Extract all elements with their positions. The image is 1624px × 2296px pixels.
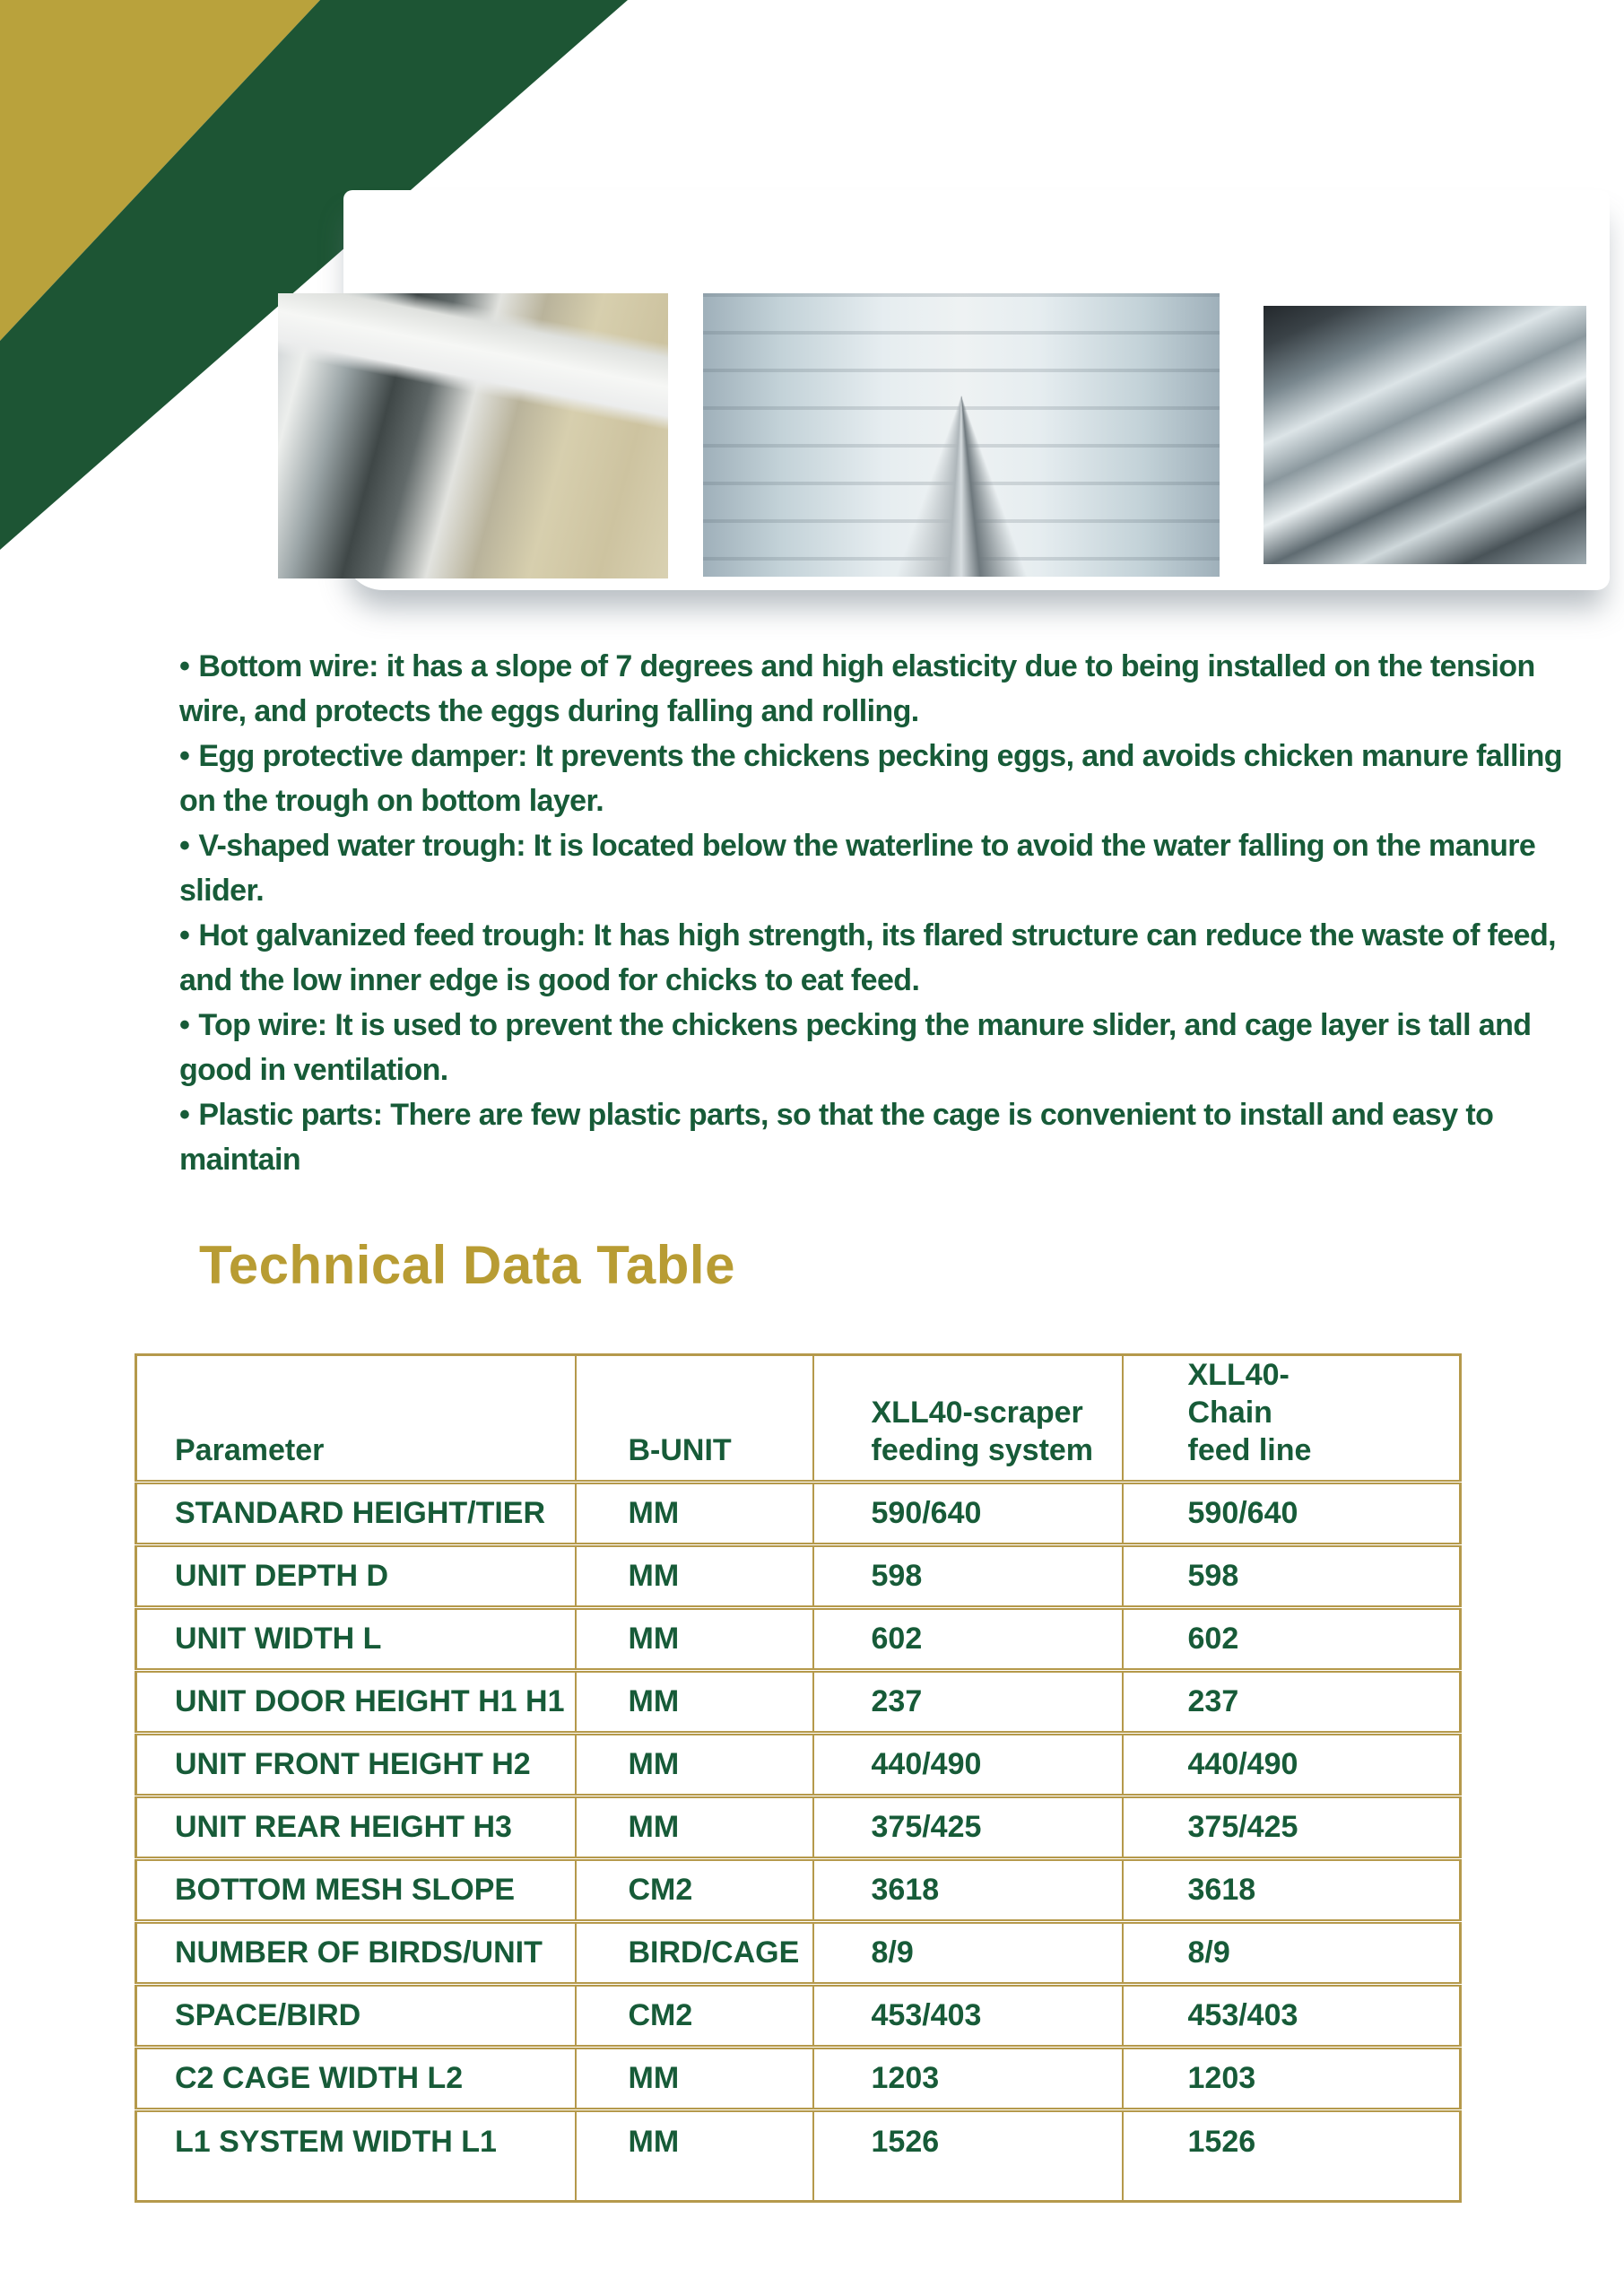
value-cell: 1526 [813,2110,1123,2202]
bullet-text: V-shaped water trough: It is located below the waterline to avoid the water falling on the manure slider. [179,829,1536,908]
cage-aisle-photo-center [703,293,1220,577]
value-cell: 440/490 [813,1734,1123,1796]
value-cell: 453/403 [1123,1985,1461,2048]
cage-rows-photo-right [1264,306,1586,564]
bullet-marker: • [179,829,190,863]
page-title: Technical Data Table [199,1235,735,1295]
value-cell: 440/490 [1123,1734,1461,1796]
value-cell: 237 [1123,1671,1461,1734]
column-header-chain-feed-line: XLL40-Chain feed line [1123,1355,1461,1483]
bullet-marker: • [179,1008,190,1042]
table-row [136,2110,1461,2202]
bullet-item [179,823,1594,913]
value-cell: 375/425 [1123,1796,1461,1859]
feature-bullet-list [179,644,1594,1182]
column-header-scraper-system: XLL40-scraper feeding system [813,1355,1123,1483]
value-cell: 590/640 [813,1483,1123,1545]
parameter-cell: BOTTOM MESH SLOPE [136,1859,576,1922]
bullet-item [179,644,1594,734]
cage-aisle-photo-left [278,293,668,578]
parameter-cell: NUMBER OF BIRDS/UNIT [136,1922,576,1985]
table-header-row [136,1355,1461,1483]
value-cell: 590/640 [1123,1483,1461,1545]
unit-cell: CM2 [576,1859,813,1922]
value-cell: 237 [813,1671,1123,1734]
column-header-b-unit: B-UNIT [576,1355,813,1483]
bullet-item [179,1092,1594,1182]
unit-cell: MM [576,1671,813,1734]
table-row [136,1796,1461,1859]
value-cell: 453/403 [813,1985,1123,2048]
parameter-cell: UNIT FRONT HEIGHT H2 [136,1734,576,1796]
bullet-text: Bottom wire: it has a slope of 7 degrees and high elasticity due to being installed on the tension wire, and protects the eggs during falling and rolling. [179,649,1535,728]
value-cell: 8/9 [1123,1922,1461,1985]
parameter-cell: UNIT DOOR HEIGHT H1 H1 [136,1671,576,1734]
value-cell: 8/9 [813,1922,1123,1985]
technical-data-table [135,1353,1462,2203]
value-cell: 1203 [813,2048,1123,2110]
bullet-text: Plastic parts: There are few plastic parts, so that the cage is convenient to install and easy to maintain [179,1098,1494,1177]
parameter-cell: UNIT DEPTH D [136,1545,576,1608]
unit-cell: MM [576,1545,813,1608]
value-cell: 598 [813,1545,1123,1608]
table-row [136,1671,1461,1734]
table-row [136,1483,1461,1545]
table-row [136,1545,1461,1608]
unit-cell: MM [576,2110,813,2202]
table-row [136,1734,1461,1796]
value-cell: 3618 [813,1859,1123,1922]
bullet-marker: • [179,1098,190,1132]
table-row [136,1985,1461,2048]
corridor-perspective-overlay [703,293,1220,577]
value-cell: 602 [1123,1608,1461,1671]
unit-cell: CM2 [576,1985,813,2048]
bullet-item [179,1003,1594,1092]
unit-cell: MM [576,2048,813,2110]
bullet-marker: • [179,918,190,952]
value-cell: 1203 [1123,2048,1461,2110]
parameter-cell: STANDARD HEIGHT/TIER [136,1483,576,1545]
bullet-marker: • [179,649,190,683]
parameter-cell: UNIT REAR HEIGHT H3 [136,1796,576,1859]
table-row [136,1922,1461,1985]
value-cell: 598 [1123,1545,1461,1608]
table-row [136,1859,1461,1922]
parameter-cell: L1 SYSTEM WIDTH L1 [136,2110,576,2202]
bullet-item [179,913,1594,1003]
column-header-parameter: Parameter [136,1355,576,1483]
table-row [136,1608,1461,1671]
table-row [136,2048,1461,2110]
value-cell: 3618 [1123,1859,1461,1922]
bullet-item [179,734,1594,823]
parameter-cell: SPACE/BIRD [136,1985,576,2048]
bullet-text: Hot galvanized feed trough: It has high strength, its flared structure can reduce the waste of feed, and the low inner edge is good for chicks to eat feed. [179,918,1557,997]
unit-cell: MM [576,1483,813,1545]
bullet-text: Egg protective damper: It prevents the chickens pecking eggs, and avoids chicken manure falling on the trough on bottom layer. [179,739,1562,818]
bullet-text: Top wire: It is used to prevent the chickens pecking the manure slider, and cage layer is tall and good in ventilation. [179,1008,1532,1087]
unit-cell: BIRD/CAGE [576,1922,813,1985]
value-cell: 375/425 [813,1796,1123,1859]
parameter-cell: UNIT WIDTH L [136,1608,576,1671]
unit-cell: MM [576,1734,813,1796]
bullet-marker: • [179,739,190,773]
unit-cell: MM [576,1608,813,1671]
value-cell: 1526 [1187,2125,1256,2159]
unit-cell: MM [576,1796,813,1859]
value-cell: 602 [813,1608,1123,1671]
parameter-cell: C2 CAGE WIDTH L2 [136,2048,576,2110]
